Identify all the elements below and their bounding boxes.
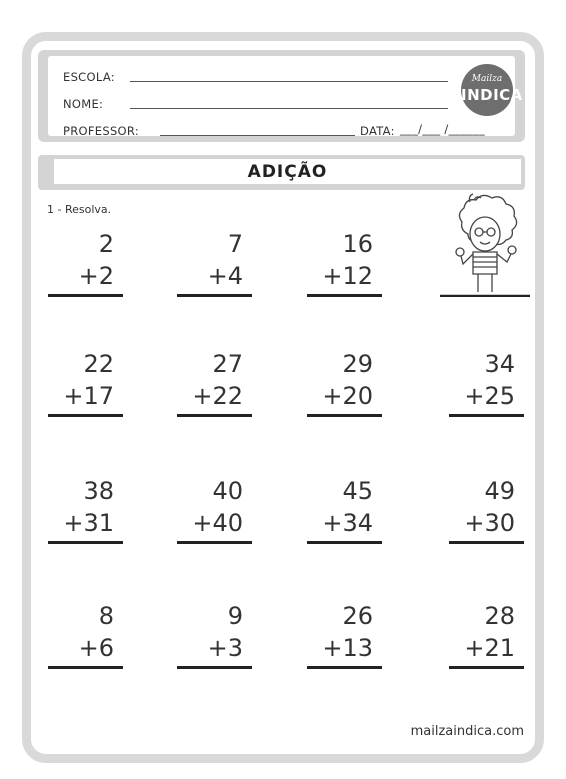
problem-2-a: 7: [227, 230, 243, 258]
answer-line[interactable]: [177, 414, 252, 417]
answer-line[interactable]: [307, 666, 382, 669]
answer-line[interactable]: [307, 541, 382, 544]
problem-12-b: +6: [78, 634, 114, 662]
problem-13-b: +3: [207, 634, 243, 662]
mailza-indica-logo: [461, 64, 523, 116]
name-field-line[interactable]: [130, 108, 448, 109]
header-box: [38, 50, 525, 142]
school-field-line[interactable]: [130, 81, 448, 82]
problem-14-b: +13: [322, 634, 373, 662]
problem-12-a: 8: [98, 602, 114, 630]
instruction-text: 1 - Resolva.: [47, 203, 112, 216]
answer-line[interactable]: [307, 414, 382, 417]
problem-5-a: 27: [212, 350, 243, 378]
answer-line[interactable]: [177, 541, 252, 544]
child-illustration: [440, 192, 530, 297]
problem-9-b: +40: [192, 509, 243, 537]
problem-10-a: 45: [342, 477, 373, 505]
problem-14-a: 26: [342, 602, 373, 630]
problem-4-b: +17: [63, 382, 114, 410]
school-label: ESCOLA:: [63, 70, 115, 84]
problem-7-b: +25: [464, 382, 515, 410]
answer-line[interactable]: [449, 541, 524, 544]
answer-line[interactable]: [48, 666, 123, 669]
answer-line[interactable]: [449, 666, 524, 669]
date-label: DATA:: [360, 124, 395, 138]
answer-line[interactable]: [307, 294, 382, 297]
problem-13-a: 9: [227, 602, 243, 630]
problem-11-b: +30: [464, 509, 515, 537]
logo-text-mailza: Mailza: [471, 74, 503, 84]
problem-4-a: 22: [83, 350, 114, 378]
answer-line[interactable]: [177, 294, 252, 297]
answer-line[interactable]: [48, 414, 123, 417]
teacher-field-line[interactable]: [160, 135, 355, 136]
problem-8-a: 38: [83, 477, 114, 505]
teacher-label: PROFESSOR:: [63, 124, 140, 138]
answer-line[interactable]: [177, 666, 252, 669]
answer-line[interactable]: [48, 294, 123, 297]
problem-3-a: 16: [342, 230, 373, 258]
problem-9-a: 40: [212, 477, 243, 505]
answer-line[interactable]: [449, 414, 524, 417]
problem-8-b: +31: [63, 509, 114, 537]
header-inner: [48, 56, 523, 138]
problem-1-b: +2: [78, 262, 114, 290]
footer-website: mailzaindica.com: [410, 724, 524, 739]
problem-15-a: 28: [484, 602, 515, 630]
problem-7-a: 34: [484, 350, 515, 378]
problem-2-b: +4: [207, 262, 243, 290]
date-field[interactable]: ___/___ /______: [400, 122, 485, 136]
problem-1-a: 2: [98, 230, 114, 258]
logo-text-indica: INDICA: [461, 86, 523, 104]
answer-line[interactable]: [48, 541, 123, 544]
page-title: ADIÇÃO: [54, 159, 521, 184]
title-bar: [38, 155, 525, 190]
problem-15-b: +21: [464, 634, 515, 662]
problem-3-b: +12: [322, 262, 373, 290]
name-label: NOME:: [63, 97, 104, 111]
problem-11-a: 49: [484, 477, 515, 505]
problem-5-b: +22: [192, 382, 243, 410]
problem-6-a: 29: [342, 350, 373, 378]
problem-6-b: +20: [322, 382, 373, 410]
problem-10-b: +34: [322, 509, 373, 537]
